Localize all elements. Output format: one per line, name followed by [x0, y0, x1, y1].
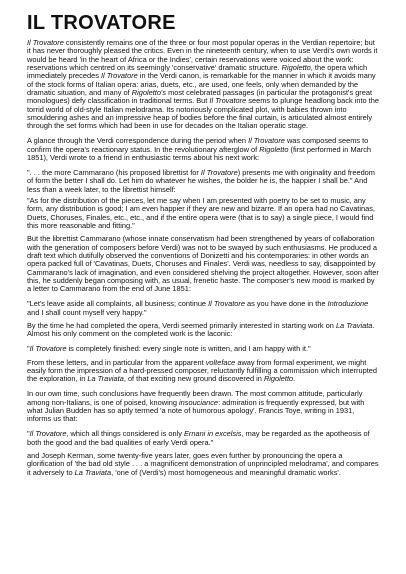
body-paragraph: By the time he had completed the opera, Verdi seemed primarily interested in starting work on La Traviata. Almost his only comment on the completed work is the laconic:: [27, 321, 375, 339]
body-paragraph: Il Trovatore consistently remains one of the three or four most popular operas in the Verdian repertoire; but it has never thoroughly pleased the critics. Even in the nineteenth century, when to use Verdi's own words it would be heard 'in the heart of Africa or the Indies', certain reservations were voiced about the work: reservations which centred on its seemingly 'conservative' dramatic structure. Rigoletto, the opera which immediately precedes Il Trovatore in the Verdi canon, is remarkable for the manner in which it avoids many of the stock forms of Italian opera: arias, duets, etc., are used, one feels, only when demanded by the dramatic situation, and many of Rigoletto's most celebrated passages (in particular the protagonist's great monologues) defy classification in traditional terms. But Il Trovatore seems to plunge headlong back into the torrid world of old-style Italian melodrama. Its notoriously complicated plot, with babies thrown into smouldering ashes and an impressive heap of bodies before the final curtain, is articulated almost entirely through the set forms which had been in use for decades on the Italian operatic stage.: [27, 38, 379, 131]
body-paragraph: In our own time, such conclusions have frequently been drawn. The most common attitude, particularly among non-Italians, is one of poised, knowing insouciance: admiration is frequently expressed, but with what Julian Budden has so aptly termed 'a note of humorous apology'. Francis Toye, writing in 1931, informs us that:: [27, 389, 365, 424]
quoted-passage: ". . . the more Cammarano (his proposed librettist for Il Trovatore) presents me with originality and freedom of form the better I shall do. Let him do whatever he wishes, the bolder he is, the happier I shall be." And less than a week later, to the librettist himself:: [27, 168, 375, 194]
quoted-passage: "As for the distribution of the pieces, let me say when I am presented with poetry to be set to music, any form, any distribution is good; I am even happier if they are new and bizarre. If an opera had no Cavatinas, Duets, Choruses, Finales, etc., etc., and if the entire opera were (that is to say) a single piece, I would find this more reasonable and fitting.": [27, 196, 375, 231]
page-title: IL TROVATORE: [27, 12, 176, 34]
article-body: [27, 39, 379, 477]
body-paragraph: A glance through the Verdi correspondence during the period when Il Trovatore was composed seems to confirm the opera's reactionary status. In the revolutionary afterglow of Rigoletto (first performed in March 1851), Verdi wrote to a friend in enthusiastic terms about his next work:: [27, 136, 372, 163]
body-paragraph: But the librettist Cammarano (whose innate conservatism had been strengthened by years of collaboration with the generation of composers before Verdi) was not to be swayed by such enthusiasms. He produced a draft text which dutifully observed the conventions of Donizetti and his contemporaries: in other words an opera packed full of 'Cavatinas, Duets, Choruses and Finales'. Verdi was, needless to say, disappointed by Cammarano's lack of imagination, and even considered shelving the project altogether. However, soon after this, he suddenly began composing with, as usual, frenetic haste. The composer's new mood is marked by a letter to Cammarano from the end of June 1851:: [27, 234, 379, 294]
quoted-passage: "Il Trovatore, which all things considered is only Ernani in excelsis, may be regarded as the apotheosis of both the good and the bad qualities of early Verdi opera.": [27, 429, 370, 447]
quoted-passage: "Let's leave aside all complaints, all business; continue Il Trovatore as you have done in the Introduzione and I shall count myself very happy.": [27, 299, 369, 317]
body-paragraph: From these letters, and in particular from the apparent volteface away from formal experiment, we might easily form the impression of a hard-pressed composer, reluctantly fulfilling a commission which interrupted the exploration, in La Traviata, of that exciting new ground discovered in Rigoletto.: [27, 357, 377, 384]
body-paragraph: and Joseph Kerman, some twenty-five years later, goes even further by pronouncing the opera a glorification of 'the bad old style . . . a magnificent demonstration of unprincipled melodrama', and compares it adversely to La Traviata, 'one of (Verdi's) most homogeneous and meaningful dramatic works'.: [27, 451, 379, 477]
quoted-passage: "Il Trovatore is completely finished: every single note is written, and I am happy with it.": [27, 344, 311, 354]
